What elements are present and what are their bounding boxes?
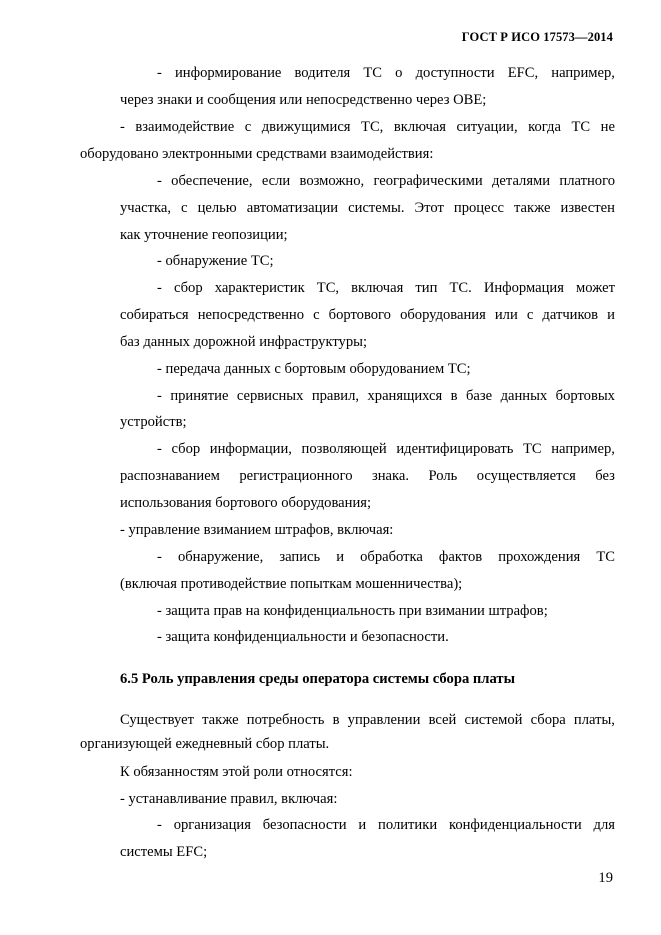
word: политики bbox=[378, 817, 438, 833]
word: бортового bbox=[328, 307, 391, 323]
text-line bbox=[0, 199, 615, 217]
word: известен bbox=[560, 200, 615, 216]
word: целью bbox=[197, 200, 237, 216]
text-line bbox=[0, 172, 615, 190]
word: взаимодействие bbox=[135, 119, 235, 135]
word: - bbox=[157, 817, 162, 833]
word: бортовых bbox=[555, 388, 615, 404]
text-line: - устанавливание правил, включая: bbox=[120, 791, 338, 807]
text-line bbox=[0, 64, 615, 82]
text-line: системы EFC; bbox=[120, 844, 208, 860]
word: включая bbox=[351, 280, 404, 296]
word: автоматизации bbox=[246, 200, 339, 216]
word: когда bbox=[528, 119, 561, 135]
word: знака. bbox=[371, 468, 410, 484]
word: если bbox=[261, 173, 291, 189]
word: для bbox=[593, 817, 615, 833]
word: - bbox=[157, 549, 162, 565]
text-line: использования бортового оборудования; bbox=[120, 495, 372, 511]
text-line bbox=[0, 279, 615, 297]
word: и bbox=[336, 549, 345, 565]
text-line: организующей ежедневный сбор платы. bbox=[80, 736, 330, 752]
word: с bbox=[181, 200, 188, 216]
text-line: через знаки и сообщения или непосредственно через OBE; bbox=[120, 92, 487, 108]
document-header: ГОСТ Р ИСО 17573—2014 bbox=[461, 30, 613, 44]
text-line: - обнаружение ТС; bbox=[157, 253, 274, 269]
word: системы. bbox=[348, 200, 405, 216]
word: ТС. bbox=[449, 280, 472, 296]
word: ТС bbox=[522, 441, 542, 457]
word: например, bbox=[551, 441, 615, 457]
text-line: - управление взиманием штрафов, включая: bbox=[120, 522, 394, 538]
word: идентифицировать bbox=[396, 441, 514, 457]
word: всей bbox=[428, 712, 457, 728]
text-line bbox=[0, 816, 615, 834]
word: о bbox=[395, 65, 403, 81]
word: доступности bbox=[415, 65, 495, 81]
word: также bbox=[513, 200, 551, 216]
word: обеспечение, bbox=[171, 173, 253, 189]
word: EFC, bbox=[507, 65, 539, 81]
word: без bbox=[595, 468, 615, 484]
text-line: К обязанностям этой роли относятся: bbox=[120, 764, 353, 780]
word: регистрационного bbox=[239, 468, 353, 484]
word: оборудования bbox=[400, 307, 486, 323]
text-line: как уточнение геопозиции; bbox=[120, 227, 288, 243]
page-number: 19 bbox=[598, 870, 613, 886]
word: непосредственно bbox=[197, 307, 305, 323]
text-line bbox=[0, 306, 615, 324]
word: информирование bbox=[175, 65, 282, 81]
word: безопасности bbox=[262, 817, 347, 833]
word: конфиденциальности bbox=[448, 817, 582, 833]
text-line: оборудовано электронными средствами взаимодействия: bbox=[80, 146, 434, 162]
word: базе bbox=[465, 388, 493, 404]
word: деталями bbox=[491, 173, 551, 189]
word: и bbox=[358, 817, 367, 833]
text-line bbox=[0, 387, 615, 405]
word: или bbox=[494, 307, 518, 323]
word: ситуации, bbox=[456, 119, 518, 135]
word: в bbox=[450, 388, 458, 404]
word: управлении bbox=[347, 712, 421, 728]
word: - bbox=[157, 441, 162, 457]
text-line bbox=[0, 467, 615, 485]
word: Информация bbox=[483, 280, 564, 296]
text-line bbox=[0, 711, 615, 729]
word: с bbox=[244, 119, 252, 135]
word: участка, bbox=[120, 200, 171, 216]
word: с bbox=[313, 307, 320, 323]
word: в bbox=[332, 712, 340, 728]
word: правил, bbox=[311, 388, 360, 404]
word: ТС, bbox=[316, 280, 340, 296]
word: ТС bbox=[571, 119, 591, 135]
word: принятие bbox=[170, 388, 229, 404]
word: может bbox=[576, 280, 615, 296]
word: Этот bbox=[414, 200, 444, 216]
word: потребность bbox=[246, 712, 325, 728]
word: ТС bbox=[363, 65, 383, 81]
text-line: (включая противодействие попыткам мошенничества); bbox=[120, 576, 463, 592]
word: сбор bbox=[171, 441, 201, 457]
text-line: устройств; bbox=[120, 414, 187, 430]
word: ТС bbox=[596, 549, 615, 565]
text-line bbox=[0, 118, 615, 136]
word: возможно, bbox=[299, 173, 365, 189]
word: например, bbox=[551, 65, 615, 81]
word: фактов bbox=[438, 549, 483, 565]
word: не bbox=[600, 119, 615, 135]
word: сбора bbox=[530, 712, 566, 728]
text-line: - защита прав на конфиденциальность при взимании штрафов; bbox=[157, 603, 548, 619]
word: распознаванием bbox=[120, 468, 220, 484]
text-line bbox=[0, 440, 615, 458]
word: ТС, bbox=[361, 119, 384, 135]
word: обнаружение, bbox=[177, 549, 264, 565]
text-line: - передача данных с бортовым оборудованием ТС; bbox=[157, 361, 471, 377]
word: - bbox=[157, 173, 162, 189]
word: географическими bbox=[373, 173, 483, 189]
word: процесс bbox=[453, 200, 504, 216]
word: характеристик bbox=[214, 280, 305, 296]
word: - bbox=[157, 65, 162, 81]
word: организация bbox=[173, 817, 251, 833]
word: системой bbox=[464, 712, 523, 728]
word: Существует bbox=[120, 712, 194, 728]
word: хранящихся bbox=[367, 388, 443, 404]
word: тип bbox=[415, 280, 438, 296]
text-line: баз данных дорожной инфраструктуры; bbox=[120, 334, 368, 350]
word: также bbox=[202, 712, 239, 728]
word: запись bbox=[279, 549, 321, 565]
word: сбор bbox=[173, 280, 203, 296]
word: собираться bbox=[120, 307, 189, 323]
word: водителя bbox=[294, 65, 351, 81]
text-line: - защита конфиденциальности и безопасности. bbox=[157, 629, 449, 645]
word: Роль bbox=[428, 468, 458, 484]
word: - bbox=[157, 388, 162, 404]
word: и bbox=[607, 307, 615, 323]
word: обработка bbox=[360, 549, 423, 565]
word: прохождения bbox=[498, 549, 581, 565]
word: включая bbox=[393, 119, 446, 135]
word: информации, bbox=[209, 441, 292, 457]
word: данных bbox=[500, 388, 548, 404]
word: платного bbox=[559, 173, 615, 189]
text-line bbox=[0, 548, 615, 566]
word: с bbox=[526, 307, 534, 323]
word: - bbox=[157, 280, 162, 296]
word: сервисных bbox=[236, 388, 304, 404]
word: - bbox=[120, 119, 125, 135]
word: платы, bbox=[573, 712, 615, 728]
word: позволяющей bbox=[301, 441, 387, 457]
section-heading: 6.5 Роль управления среды оператора системы сбора платы bbox=[120, 671, 515, 687]
word: осуществляется bbox=[476, 468, 576, 484]
word: датчиков bbox=[542, 307, 599, 323]
word: движущимися bbox=[261, 119, 351, 135]
